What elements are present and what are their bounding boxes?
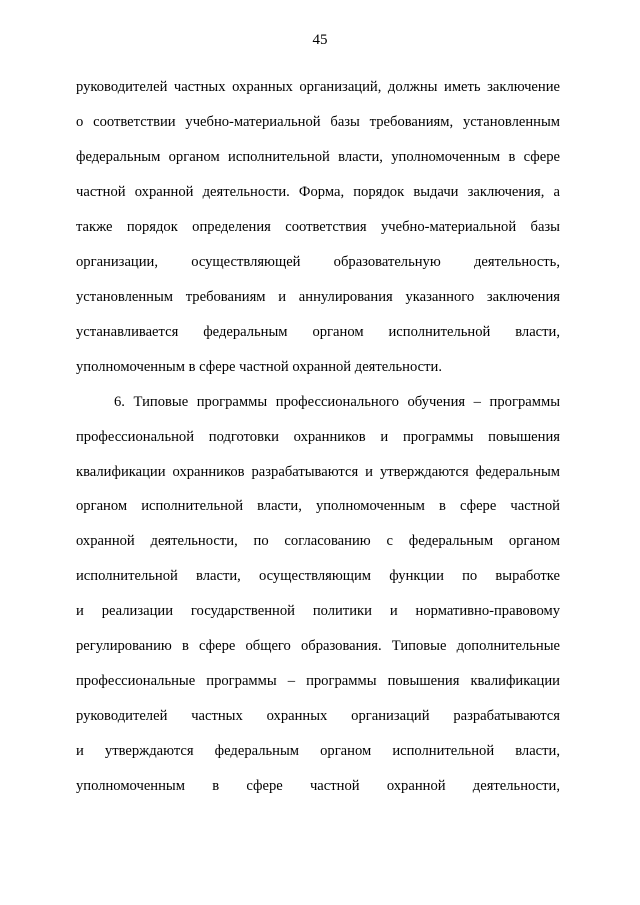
paragraph-line: о соответствии учебно-материальной базы требованиям, установленным (76, 114, 560, 130)
paragraph-line: 6. Типовые программы профессионального обучения – программы (114, 394, 560, 410)
paragraph-line: также порядок определения соответствия учебно-материальной базы (76, 219, 560, 235)
paragraph-line: уполномоченным в сфере частной охранной деятельности. (76, 359, 442, 375)
paragraph-line: регулированию в сфере общего образования. Типовые дополнительные (76, 638, 560, 654)
paragraph-line: организации, осуществляющей образовательную деятельность, (76, 254, 560, 270)
paragraph-line: охранной деятельности, по согласованию с федеральным органом (76, 533, 560, 549)
paragraph-line: профессиональной подготовки охранников и программы повышения (76, 429, 560, 445)
paragraph-line: установленным требованиям и аннулирования указанного заключения (76, 289, 560, 305)
paragraph-line: профессиональные программы – программы повышения квалификации (76, 673, 560, 689)
paragraph-line: руководителей частных охранных организаций, должны иметь заключение (76, 79, 560, 95)
paragraph-line: руководителей частных охранных организаций разрабатываются (76, 708, 560, 724)
page-number: 45 (312, 32, 328, 48)
paragraph-line: частной охранной деятельности. Форма, порядок выдачи заключения, а (76, 184, 560, 200)
paragraph-line: устанавливается федеральным органом исполнительной власти, (76, 324, 560, 340)
paragraph-line: и утверждаются федеральным органом исполнительной власти, (76, 743, 560, 759)
paragraph-line: органом исполнительной власти, уполномоченным в сфере частной (76, 498, 560, 514)
paragraph-line: квалификации охранников разрабатываются и утверждаются федеральным (76, 464, 560, 480)
paragraph-line: федеральным органом исполнительной власти, уполномоченным в сфере (76, 149, 560, 165)
paragraph-line: и реализации государственной политики и нормативно-правовому (76, 603, 560, 619)
paragraph-line: уполномоченным в сфере частной охранной деятельности, (76, 778, 560, 794)
paragraph-line: исполнительной власти, осуществляющим функции по выработке (76, 568, 560, 584)
